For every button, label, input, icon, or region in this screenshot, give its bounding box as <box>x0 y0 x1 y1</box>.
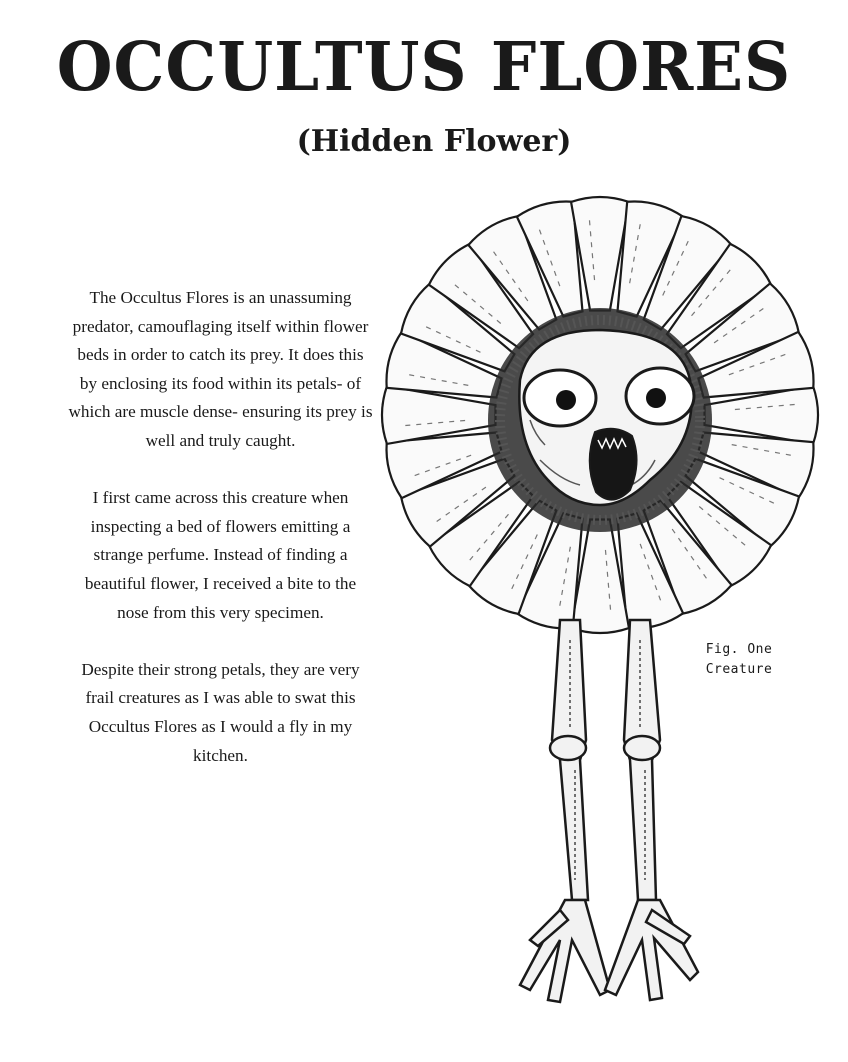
description-text <box>68 284 373 799</box>
right-pupil <box>646 388 666 408</box>
creature-legs <box>520 620 698 1002</box>
page-title: OCCULTUS FLORES <box>56 28 792 107</box>
paragraph-3: Despite their strong petals, they are very frail creatures as I was able to swat this Occultus Flores as I would a fly in my kitchen. <box>81 659 360 765</box>
right-knee <box>624 736 660 760</box>
left-knee <box>550 736 586 760</box>
left-pupil <box>556 390 576 410</box>
page-subtitle: (Hidden Flower) <box>296 124 572 159</box>
paragraph-2: I first came across this creature when inspecting a bed of flowers emitting a strange perfume. Instead of finding a beautiful flower, I received a bite to the nose from this very specimen. <box>84 488 357 622</box>
paragraph-1: The Occultus Flores is an unassuming predator, camouflaging itself within flower beds in order to catch its prey. It does this by enclosing its food within its petals- of which are muscle dense- ensuring its prey is well and truly caught. <box>68 288 373 450</box>
figure-caption-line2: Creature <box>705 662 773 677</box>
flower-creature-illustration <box>370 190 820 1020</box>
figure-caption-line1: Fig. One <box>705 642 773 657</box>
